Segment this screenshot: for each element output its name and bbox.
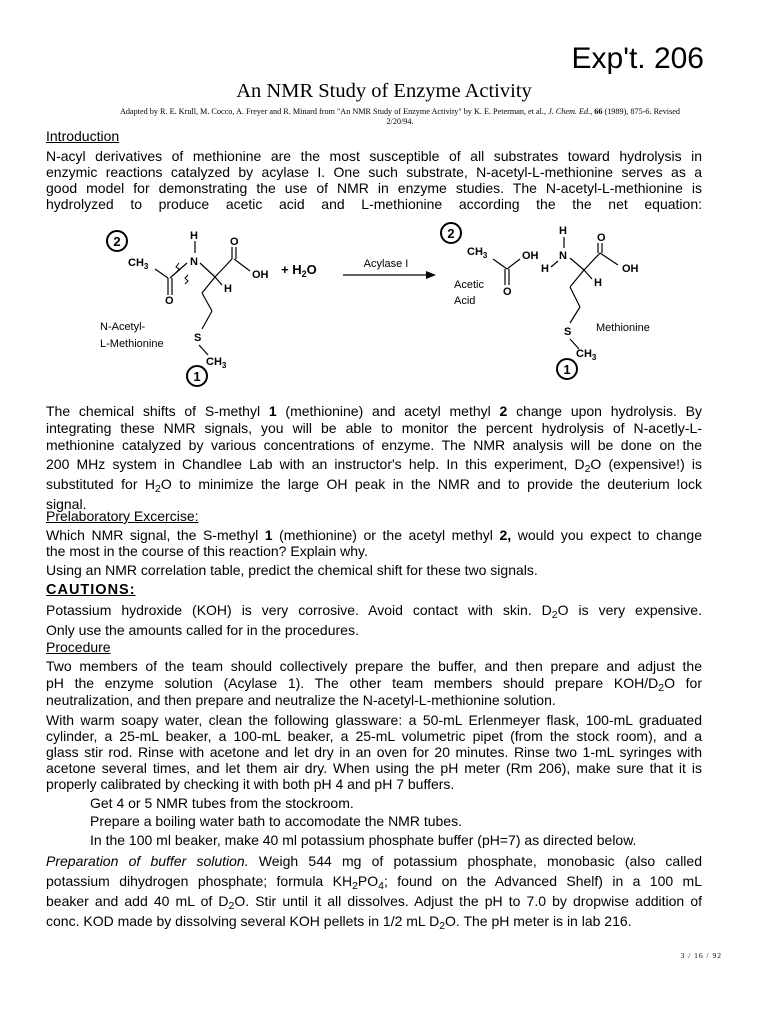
n-amine: N <box>559 250 567 262</box>
procedure-line: Two members of the team should collectively prepare the buffer, and then prepare and adjust the <box>46 658 702 674</box>
label-2: 2 <box>113 234 121 249</box>
shifts-line: signal. <box>46 496 87 512</box>
procedure-line: cylinder, a 25-mL beaker, a 100-mL beaker, a 25-mL volumetric pipet (from the stock room), and a <box>46 728 702 744</box>
buffer-line: conc. KOD made by dissolving several KOH pellets in 1/2 mL $D_2O$. The pH meter is in lab 216. <box>46 913 632 932</box>
procedure-line: pH the enzyme solution (Acylase 1). The other team members should prepare KOH/$D_2O$ for <box>46 675 702 694</box>
plus-water: + $H_2O$ <box>281 262 317 279</box>
o-methionine: O <box>597 232 606 244</box>
shifts-line: substituted for $H_2O$ to minimize the large OH peak in the NMR and to provide the deuterium lock <box>46 476 703 495</box>
h-amine-left: H <box>541 263 549 275</box>
shifts-line: methionine catalyzed by various concentrations of enzyme. The NMR analysis will be done on the <box>46 437 702 453</box>
oh-acetic: OH <box>522 250 539 262</box>
h-alpha: H <box>224 283 232 295</box>
ch3-acetyl: $CH_3$ <box>128 257 149 271</box>
introduction-heading: Introduction <box>46 128 120 144</box>
intro-line: good model for demonstrating the use of NMR in enzyme studies. The N-acetyl-L-methionine is <box>46 180 702 196</box>
shifts-line: integrating these NMR signals, you will be able to monitor the percent hydrolysis of N-acetly-L- <box>46 420 702 436</box>
oh-acid: OH <box>252 269 269 281</box>
acetic-name-line1: Acetic <box>454 279 484 291</box>
oh-methionine: OH <box>622 263 639 275</box>
footer-date: 3 / 16 / 92 <box>680 951 722 960</box>
procedure-line: glass stir rod. Rinse with acetone and let dry in an oven for 20 minutes. Rinse two 1-mL syringes with <box>46 744 702 760</box>
ch3-methionine: $CH_3$ <box>576 348 597 362</box>
h-amine-top: H <box>559 225 567 237</box>
attribution-text: Adapted by R. E. Krull, M. Cocco, A. Freyer and R. Minard from "An NMR Study of Enzyme Activity" by K. E. Peterman, et al., <box>120 107 549 116</box>
buffer-line: potassium dihydrogen phosphate; formula $KH_2PO_4$; found on the Advanced Shelf) in a 100 mL <box>46 873 702 892</box>
reaction-scheme <box>0 215 768 395</box>
buffer-paragraph <box>46 851 702 931</box>
experiment-number: Exp't. 206 <box>571 42 704 75</box>
reactant-name-line1: N-Acetyl- <box>100 321 146 333</box>
introduction-paragraph <box>46 148 702 212</box>
procedure-line: neutralization, and then prepare and neutralize the N-acetyl-L-methionine solution. <box>46 692 556 708</box>
methionine-name: Methionine <box>596 322 650 334</box>
shifts-line: The chemical shifts of S-methyl 1 (methionine) and acetyl methyl 2 change upon hydrolysis. By <box>46 403 702 419</box>
s-methionine: S <box>564 326 572 338</box>
attribution: Adapted by R. E. Krull, M. Cocco, A. Freyer and R. Minard from "An NMR Study of Enzyme Activity" by K. E. Peterman, et al., J. Chem. Ed., 66 (1989), 875-6. Revised 2/20/94. <box>120 107 680 126</box>
intro-line: N-acyl derivatives of methionine are the most susceptible of all substrates toward hydrolysis in <box>46 148 702 164</box>
n-amide: N <box>190 256 198 268</box>
prelab-questions <box>46 527 702 578</box>
o-acetic: O <box>503 286 512 298</box>
ch3-acetic: $CH_3$ <box>467 246 488 260</box>
intro-line: hydrolyzed to produce acetic acid and L-methionine according the the net equation: <box>46 196 702 212</box>
journal-name: J. Chem. Ed. <box>548 107 591 116</box>
procedure-line: acetone several times, and let them air dry. When using the pH meter (Rm 206), make sure that it is <box>46 760 702 776</box>
reactant-name-line2: L-Methionine <box>100 338 164 350</box>
label-1-product: 1 <box>563 362 571 377</box>
procedure-heading: Procedure <box>46 639 111 655</box>
acetic-name-line2: Acid <box>454 295 476 307</box>
caution-line: Potassium hydroxide (KOH) is very corrosive. Avoid contact with skin. $D_2O$ is very expensive. <box>46 602 702 621</box>
h-amide: H <box>190 230 198 242</box>
prelab-line: the most in the course of this reaction? Explain why. <box>46 543 368 559</box>
step-water-bath: Prepare a boiling water bath to accomodate the NMR tubes. <box>90 813 462 829</box>
caution-line: Only use the amounts called for in the procedures. <box>46 622 359 638</box>
enzyme-label: Acylase I <box>363 258 409 270</box>
intro-line: enzymic reactions catalyzed by acylase I. One such substrate, N-acetyl-L-methionine serves as a <box>46 164 702 180</box>
procedure-paragraph-2 <box>46 712 702 792</box>
prelab-line: Which NMR signal, the S-methyl 1 (methionine) or the acetyl methyl 2, would you expect to change <box>46 527 702 543</box>
journal-volume: 66 <box>594 107 603 116</box>
attribution-pages: (1989), 875-6. Revised <box>602 107 680 116</box>
cautions-text <box>46 600 702 640</box>
step-buffer: In the 100 ml beaker, make 40 ml potassium phosphate buffer (pH=7) as directed below. <box>90 832 637 848</box>
label-1: 1 <box>193 369 201 384</box>
page-title: An NMR Study of Enzyme Activity <box>236 80 532 102</box>
procedure-paragraph-1 <box>46 658 702 709</box>
step-get-tubes: Get 4 or 5 NMR tubes from the stockroom. <box>90 795 354 811</box>
prelab-heading: Prelaboratory Excercise: <box>46 508 199 524</box>
procedure-line: With warm soapy water, clean the following glassware: a 50-mL Erlenmeyer flask, 100-mL graduated <box>46 712 702 728</box>
h-alpha-methionine: H <box>594 277 602 289</box>
revision-date: 2/20/94. <box>386 117 414 126</box>
prelab-line: Using an NMR correlation table, predict the chemical shift for these two signals. <box>46 562 538 578</box>
buffer-line: Preparation of buffer solution. Weigh 544 mg of potassium phosphate, monobasic (also called <box>46 853 702 869</box>
o-acid: O <box>230 236 239 248</box>
procedure-line: properly calibrated by checking it with both pH 4 and pH 7 buffers. <box>46 776 455 792</box>
shifts-line: 200 MHz system in Chandlee Lab with an instructor's help. In this experiment, $D_2O$ (expensive!) is <box>46 456 703 475</box>
ch3-smethyl: $CH_3$ <box>206 356 227 370</box>
buffer-line: beaker and add 40 mL of $D_2O$. Stir until it all dissolves. Adjust the pH to 7.0 by dropwise addition of <box>46 893 702 912</box>
label-2-product: 2 <box>447 226 455 241</box>
shifts-paragraph <box>46 403 702 514</box>
s-atom: S <box>194 332 202 344</box>
cautions-heading: CAUTIONS: <box>46 582 136 598</box>
o-amide: O <box>165 295 174 307</box>
